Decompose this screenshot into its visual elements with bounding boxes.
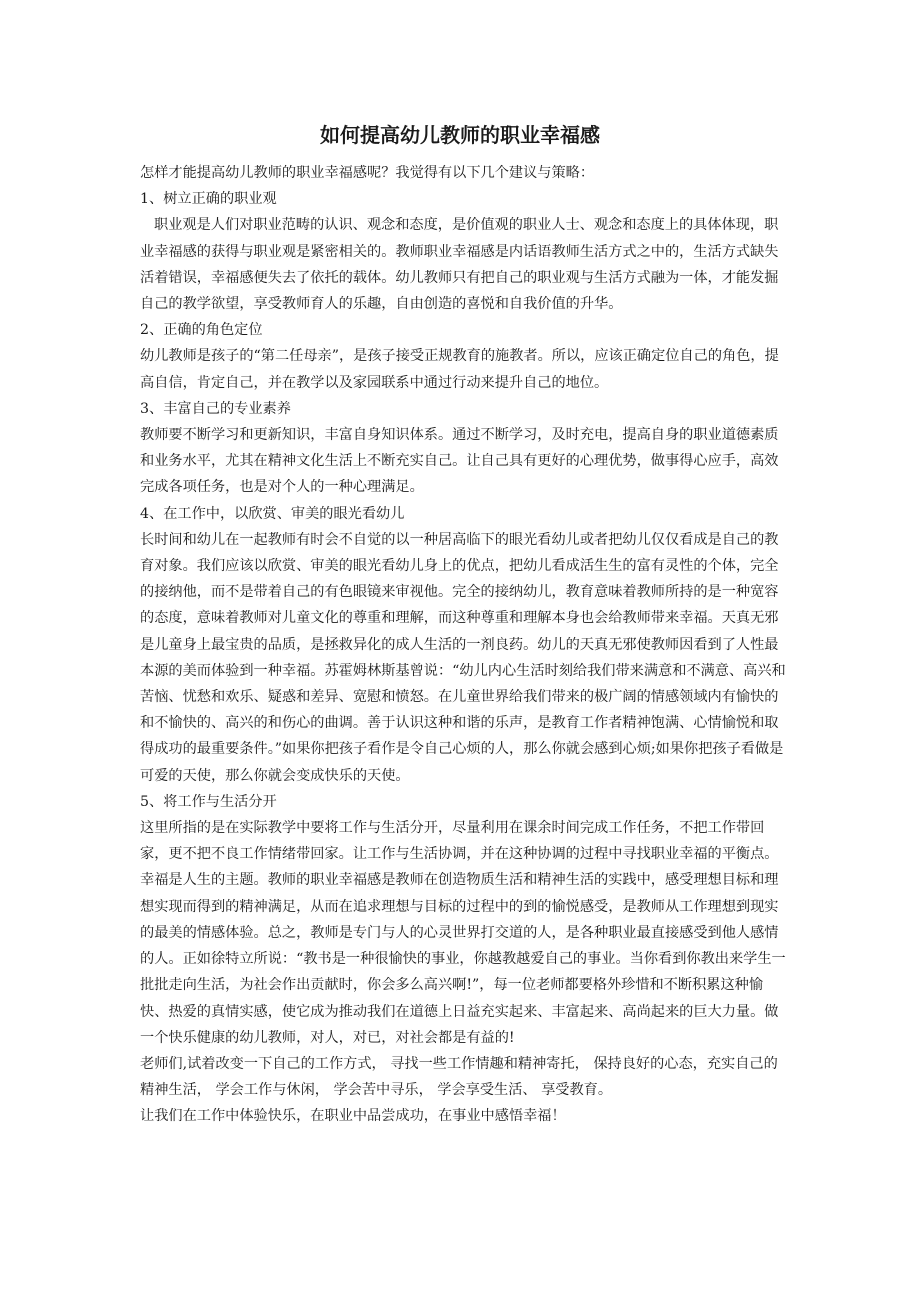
section-heading: 3、丰富自己的专业素养 xyxy=(140,400,291,417)
body-paragraph: 幼儿教师是孩子的“第二任母亲”，是孩子接受正规教育的施教者。所以，应该正确定位自己的角色，提高自信，肯定自己，并在教学以及家园联系中通过行动来提升自己的地位。 xyxy=(140,348,779,391)
body-paragraph: 教师要不断学习和更新知识，丰富自身知识体系。通过不断学习，及时充电，提高自身的职业道德素质和业务水平，尤其在精神文化生活上不断充实自己。让自己具有更好的心理优势，做事得心应手，高效完成各项任务，也是对个人的一种心理满足。 xyxy=(140,427,779,496)
body-paragraph: 职业观是人们对职业范畴的认识、观念和态度，是价值观的职业人士、观念和态度上的具体体现，职业幸福感的获得与职业观是紧密相关的。教师职业幸福感是内话语教师生活方式之中的，生活方式缺失活着错误，幸福感便失去了依托的载体。幼儿教师只有把自己的职业观与生活方式融为一体，才能发掘自己的教学欲望，享受教师育人的乐趣，自由创造的喜悦和自我价值的升华。 xyxy=(140,217,779,313)
section-heading: 2、正确的角色定位 xyxy=(140,322,263,339)
closing-paragraph: 让我们在工作中体验快乐，在职业中品尝成功，在事业中感悟幸福！ xyxy=(140,1108,566,1125)
intro-paragraph: 怎样才能提高幼儿教师的职业幸福感呢？我觉得有以下几个建议与策略： xyxy=(140,165,595,181)
section-heading: 1、树立正确的职业观 xyxy=(140,191,277,208)
body-paragraph: 这里所指的是在实际教学中要将工作与生活分开，尽量利用在课余时间完成工作任务，不把工作带回家，更不把不良工作情绪带回家。让工作与生活协调，并在这种协调的过程中寻找职业幸福的平衡点。 xyxy=(140,820,779,863)
document-body xyxy=(140,160,786,1130)
section-heading: 5、将工作与生活分开 xyxy=(140,793,277,810)
body-paragraph: 幸福是人生的主题。教师的职业幸福感是教师在创造物质生活和精神生活的实践中，感受理想目标和理想实现而得到的精神满足，从而在追求理想与目标的过程中的到的愉悦感受，是教师从工作理想到现实的最美的情感体验。总之，教师是专门与人的心灵世界打交道的人，是各种职业最直接感受到他人感情的人。正如徐特立所说：“教书是一种很愉快的事业，你越教越爱自己的事业。当你看到你教出来学生一批批走向生活，为社会作出贡献时，你会多么高兴啊!”，每一位老师都要格外珍惜和不断积累这种愉快、热爱的真情实感，使它成为推动我们在道德上日益充实起来、丰富起来、高尚起来的巨大力量。做一个快乐健康的幼儿教师，对人，对已，对社会都是有益的! xyxy=(140,872,786,1046)
body-paragraph: 长时间和幼儿在一起教师有时会不自觉的以一种居高临下的眼光看幼儿或者把幼儿仅仅看成是自己的教育对象。我们应该以欣赏、审美的眼光看幼儿身上的优点，把幼儿看成活生生的富有灵性的个体，完全的接纳他，而不是带着自己的有色眼镜来审视他。完全的接纳幼儿，教育意味着教师所持的是一种宽容的态度，意味着教师对儿童文化的尊重和理解，而这种尊重和理解本身也会给教师带来幸福。天真无邪是儿童身上最宝贵的品质，是拯救异化的成人生活的一剂良药。幼儿的天真无邪使教师因看到了人性最本源的美而体验到一种幸福。苏霍姆林斯基曾说：“幼儿内心生活时刻给我们带来满意和不满意、高兴和苦恼、忧愁和欢乐、疑惑和差异、宽慰和愤怒。在儿童世界给我们带来的极广阔的情感领域内有愉快的和不愉快的、高兴的和伤心的曲调。善于认识这种和谐的乐声，是教育工作者精神饱满、心情愉悦和取得成功的最重要条件。”如果你把孩子看作是令自己心烦的人，那么你就会感到心烦;如果你把孩子看做是可爱的天使，那么你就会变成快乐的天使。 xyxy=(140,531,786,784)
body-paragraph: 老师们,试着改变一下自己的工作方式， 寻找一些工作情趣和精神寄托， 保持良好的心态，充实自己的精神生活， 学会工作与休闲， 学会苦中寻乐， 学会享受生活、 享受教育。 xyxy=(140,1055,778,1099)
section-heading: 4、在工作中，以欣赏、审美的眼光看幼儿 xyxy=(140,505,405,522)
document-title: 如何提高幼儿教师的职业幸福感 xyxy=(320,123,600,147)
